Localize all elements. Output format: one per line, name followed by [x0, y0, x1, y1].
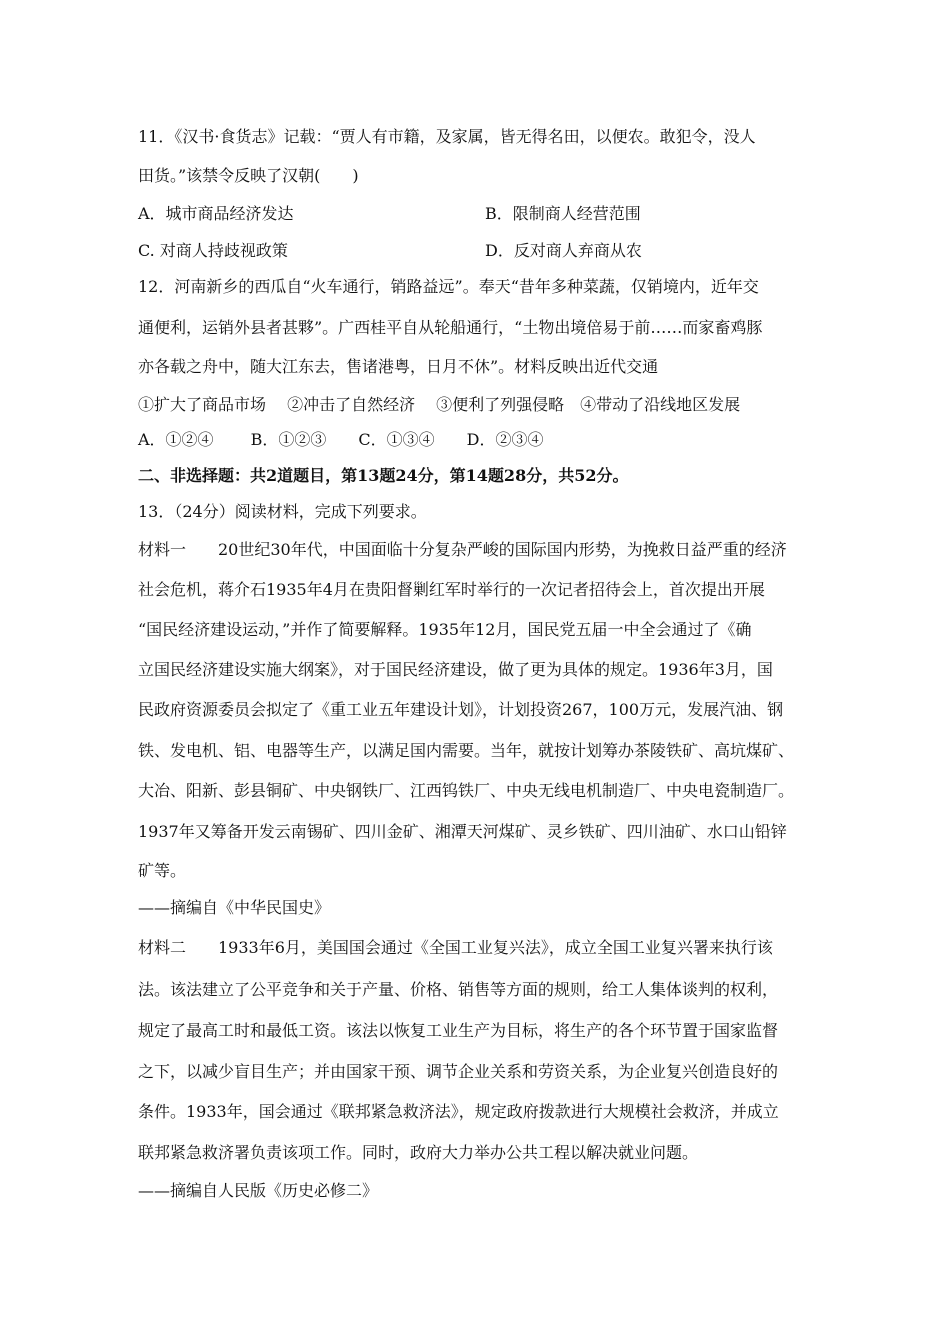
q11-stem-line-2: 田货。”该禁令反映了汉朝( )	[138, 166, 359, 185]
material-one-line: “国民经济建设运动，”并作了简要解释。1935年12月，国民党五届一中全会通过了《确	[138, 620, 752, 639]
material-two-line: 之下，以减少盲目生产；并由国家干预、调节企业关系和劳资关系，为企业复兴创造良好的	[138, 1062, 779, 1081]
material-one-line: 社会危机，蒋介石1935年4月在贵阳督剿红军时举行的一次记者招待会上，首次提出开展	[138, 580, 765, 599]
material-two-source: ——摘编自人民版《历史必修二》	[138, 1181, 379, 1200]
q11-stem-line-1: 11．《汉书·食货志》记载：“贾人有市籍，及家属，皆无得名田，以便农。敢犯令，没人	[138, 127, 756, 146]
material-one-line: 矿等。	[138, 861, 187, 880]
material-one-line: 立国民经济建设实施大纲案》，对于国民经济建设，做了更为具体的规定。1936年3月，国	[138, 660, 773, 679]
q11-option-a: A．城市商品经济发达	[138, 204, 294, 223]
q12-stem-line-3: 亦各载之舟中，随大江东去，售诸港粤，日月不休”。材料反映出近代交通	[138, 357, 659, 376]
q11-option-b: B．限制商人经营范围	[485, 204, 641, 223]
material-two-line: 联邦紧急救济署负责该项工作。同时，政府大力举办公共工程以解决就业问题。	[138, 1143, 699, 1162]
section-heading: 二、非选择题：共2道题目，第13题24分，第14题28分，共52分。	[138, 466, 629, 485]
material-two-line: 法。该法建立了公平竞争和关于产量、价格、销售等方面的规则，给工人集体谈判的权利，	[138, 980, 779, 999]
material-two-line: 条件。1933年，国会通过《联邦紧急救济法》，规定政府拨款进行大规模社会救济，并成立	[138, 1102, 779, 1121]
material-one-source: ——摘编自《中华民国史》	[138, 898, 331, 917]
material-two-line: 材料二 1933年6月，美国国会通过《全国工业复兴法》，成立全国工业复兴署来执行该	[138, 938, 773, 957]
q11-option-d: D．反对商人弃商从农	[485, 241, 642, 260]
material-one-line: 大冶、阳新、彭县铜矿、中央钢铁厂、江西钨铁厂、中央无线电机制造厂、中央电瓷制造厂。	[138, 781, 795, 800]
q12-stem-line-1: 12．河南新乡的西瓜自“火车通行，销路益远”。奉天“昔年多种菜蔬，仅销境内，近年交	[138, 277, 759, 296]
material-one-line: 材料一 20世纪30年代，中国面临十分复杂严峻的国际国内形势，为挽救日益严重的经济	[138, 540, 787, 559]
q11-option-c: C. 对商人持歧视政策	[138, 241, 288, 260]
material-one-line: 铁、发电机、铝、电器等生产，以满足国内需要。当年，就按计划筹办茶陵铁矿、高坑煤矿、	[138, 741, 795, 760]
q13-intro: 13．（24分）阅读材料，完成下列要求。	[138, 502, 427, 521]
material-one-line: 1937年又筹备开发云南锡矿、四川金矿、湘潭天河煤矿、灵乡铁矿、四川油矿、水口山铅锌	[138, 822, 787, 841]
material-one-line: 民政府资源委员会拟定了《重工业五年建设计划》，计划投资267，100万元，发展汽油、钢	[138, 700, 784, 719]
q12-stem-line-2: 通便利，运销外县者甚夥”。广西桂平自从轮船通行，“土物出境倍易于前……而家畜鸡豚	[138, 318, 763, 337]
q12-statements: ①扩大了商品市场 ②冲击了自然经济 ③便利了列强侵略 ④带动了沿线地区发展	[138, 395, 741, 414]
q12-options: A．①②④ B．①②③ C．①③④ D．②③④	[138, 430, 544, 449]
material-two-line: 规定了最高工时和最低工资。该法以恢复工业生产为目标，将生产的各个环节置于国家监督	[138, 1021, 779, 1040]
